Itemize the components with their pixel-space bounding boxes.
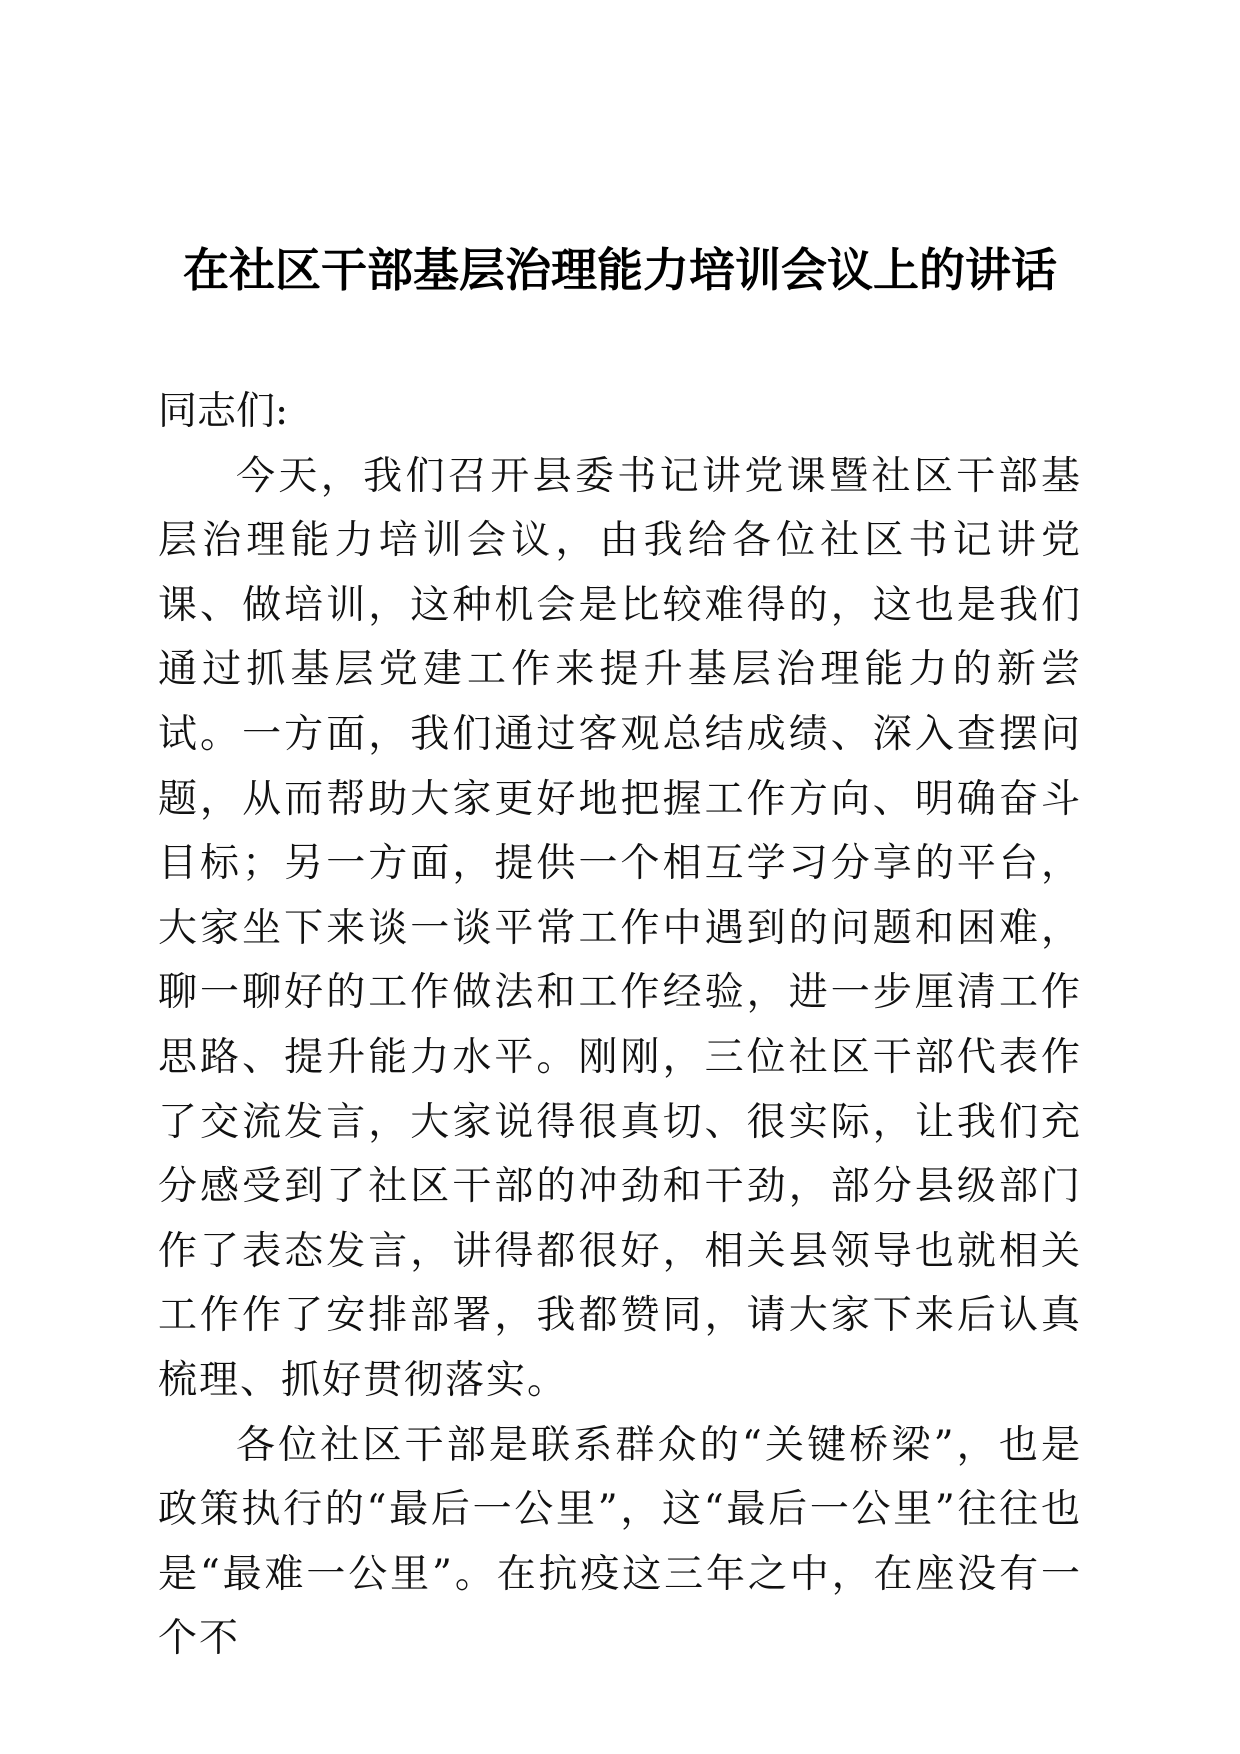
paragraph-2: 各位社区干部是联系群众的“关键桥梁”，也是政策执行的“最后一公里”，这“最后一公里”往往也是“最难一公里”。在抗疫这三年之中，在座没有一个不: [158, 1422, 1082, 1662]
document-title: 在社区干部基层治理能力培训会议上的讲话: [183, 243, 1057, 297]
salutation: 同志们:: [158, 389, 289, 434]
paragraph-1: 今天，我们召开县委书记讲党课暨社区干部基层治理能力培训会议，由我给各位社区书记讲党课、做培训，这种机会是比较难得的，这也是我们通过抓基层党建工作来提升基层治理能力的新尝试。一方面，我们通过客观总结成绩、深入查摆问题，从而帮助大家更好地把握工作方向、明确奋斗目标；另一方面，提供一个相互学习分享的平台，大家坐下来谈一谈平常工作中遇到的问题和困难，聊一聊好的工作做法和工作经验，进一步厘清工作思路、提升能力水平。刚刚，三位社区干部代表作了交流发言，大家说得很真切、很实际，让我们充分感受到了社区干部的冲劲和干劲，部分县级部门作了表态发言，讲得都很好，相关县领导也就相关工作作了安排部署，我都赞同，请大家下来后认真梳理、抓好贯彻落实。: [158, 453, 1082, 1403]
document-body: [158, 380, 1082, 1672]
